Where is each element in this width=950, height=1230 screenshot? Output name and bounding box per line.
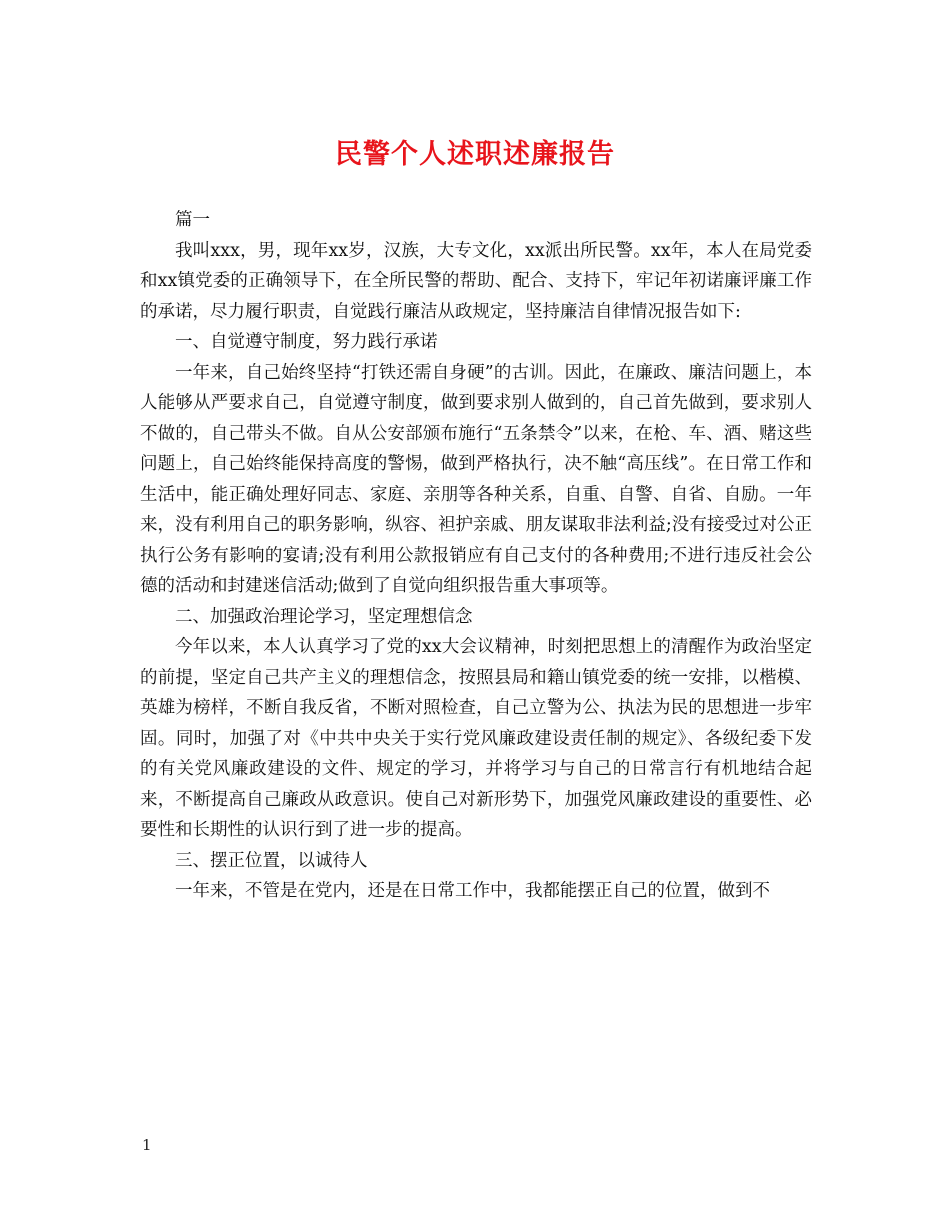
section-heading-3: 三、摆正位置，以诚待人 <box>175 850 368 871</box>
page-number: 1 <box>142 1136 152 1154</box>
section-heading-2: 二、加强政治理论学习，坚定理想信念 <box>175 606 473 627</box>
section-label: 篇一 <box>175 210 210 230</box>
paragraph-section-3: 一年来，不管是在党内，还是在日常工作中，我都能摆正自己的位置，做到不 <box>175 881 770 901</box>
document-body <box>140 205 812 907</box>
section-heading-1: 一、自觉遵守制度，努力践行承诺 <box>175 332 438 352</box>
document-title: 民警个人述职述廉报告 <box>335 139 615 170</box>
paragraph-section-1: 一年来，自己始终坚持“打铁还需自身硬”的古训。因此，在廉政、廉洁问题上，本人能够从严要求自己，自觉遵守制度，做到要求别人做到的，自己首先做到，要求别人不做的，自己带头不做。自从公安部颁布施行“五条禁令”以来，在枪、车、酒、赌这些问题上，自己始终能保持高度的警惕，做到严格执行，决不触“高压线”。在日常工作和生活中，能正确处理好同志、家庭、亲朋等各种关系，自重、自警、自省、自励。一年来，没有利用自己的职务影响，纵容、袒护亲戚、朋友谋取非法利益;没有接受过对公正执行公务有影响的宴请;没有利用公款报销应有自己支付的各种费用;不进行违反社会公德的活动和封建迷信活动;做到了自觉向组织报告重大事项等。 <box>140 362 812 596</box>
paragraph-intro: 我叫xxx，男，现年xx岁，汉族，大专文化，xx派出所民警。xx年，本人在局党委和xx镇党委的正确领导下，在全所民警的帮助、配合、支持下，牢记年初诺廉评廉工作的承诺，尽力履行职责，自觉践行廉洁从政规定，坚持廉洁自律情况报告如下: <box>140 240 812 322</box>
paragraph-section-2: 今年以来，本人认真学习了党的xx大会议精神，时刻把思想上的清醒作为政治坚定的前提，坚定自己共产主义的理想信念，按照县局和籍山镇党委的统一安排，以楷模、英雄为榜样，不断自我反省，不断对照检查，自己立警为公、执法为民的思想进一步牢固。同时，加强了对《中共中央关于实行党风廉政建设责任制的规定》、各级纪委下发的有关党风廉政建设的文件、规定的学习，并将学习与自己的日常言行有机地结合起来，不断提高自己廉政从政意识。使自己对新形势下，加强党风廉政建设的重要性、必要性和长期性的认识行到了进一步的提高。 <box>140 637 812 840</box>
